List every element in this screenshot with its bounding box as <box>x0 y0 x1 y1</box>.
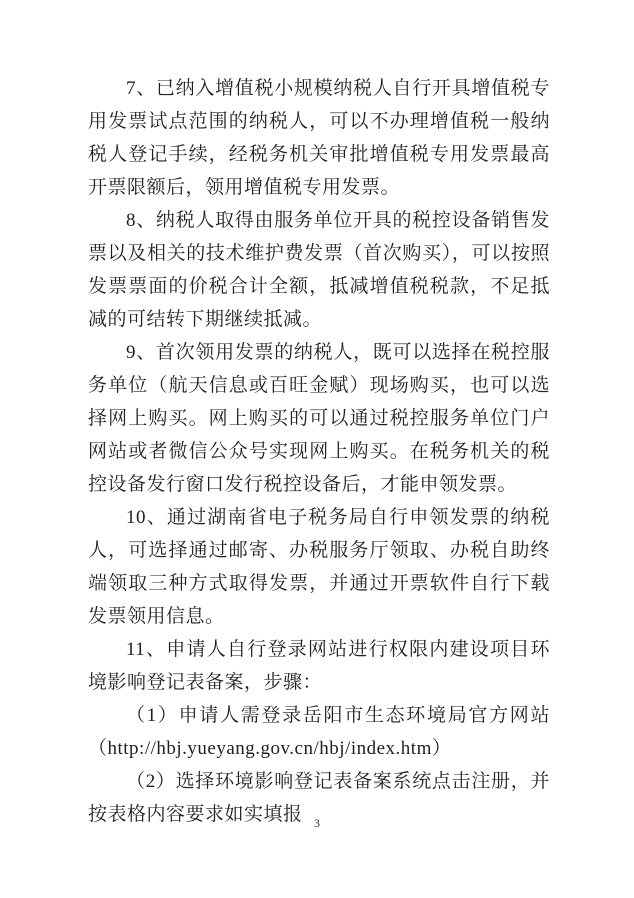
paragraph-item-8: 8、纳税人取得由服务单位开具的税控设备销售发票以及相关的技术维护费发票（首次购买），可以按照发票票面的价税合计全额，抵减增值税税款，不足抵减的可结转下期继续抵减。 <box>88 210 550 330</box>
paragraph-item-10: 10、通过湖南省电子税务局自行申领发票的纳税人，可选择通过邮寄、办税服务厅领取、办税自助终端领取三种方式取得发票，并通过开票软件自行下载发票领用信息。 <box>88 507 550 627</box>
paragraph-item-7: 7、已纳入增值税小规模纳税人自行开具增值税专用发票试点范围的纳税人，可以不办理增值税一般纳税人登记手续，经税务机关审批增值税专用发票最高开票限额后，领用增值税专用发票。 <box>88 78 550 198</box>
paragraph-step-2: （2）选择环境影响登记表备案系统点击注册，并按表格内容要求如实填报 <box>88 771 550 825</box>
paragraph-item-9: 9、首次领用发票的纳税人，既可以选择在税控服务单位（航天信息或百旺金赋）现场购买，也可以选择网上购买。网上购买的可以通过税控服务单位门户网站或者微信公众号实现网上购买。在税务机关的税控设备发行窗口发行税控设备后，才能申领发票。 <box>88 342 550 495</box>
page-number: 3 <box>314 816 320 830</box>
paragraph-item-11: 11、申请人自行登录网站进行权限内建设项目环境影响登记表备案，步骤： <box>88 639 550 693</box>
document-body <box>88 72 550 831</box>
paragraph-step-1: （1）申请人需登录岳阳市生态环境局官方网站（http://hbj.yueyang.gov.cn/hbj/index.htm） <box>88 705 550 759</box>
